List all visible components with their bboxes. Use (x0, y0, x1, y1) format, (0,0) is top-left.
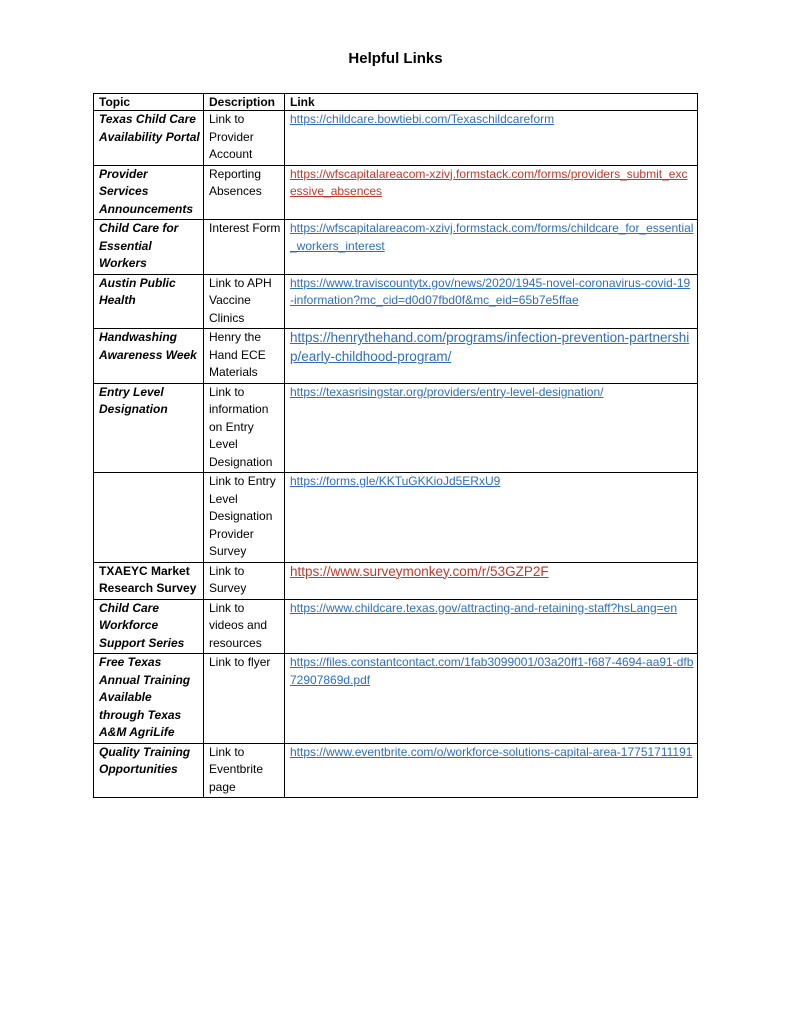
topic-cell: Quality Training Opportunities (94, 743, 204, 798)
link-url[interactable]: https://www.traviscountytx.gov/news/2020/1945-novel-coronavirus-covid-19-information?mc_cid=d0d07fbd0f&mc_eid=65b7e5ffae (290, 275, 691, 307)
table-row (94, 220, 698, 275)
table-row (94, 473, 698, 563)
link-cell (285, 599, 698, 654)
table-row (94, 383, 698, 473)
link-url[interactable]: https://childcare.bowtiebi.com/Texaschildcareform (290, 112, 555, 126)
link-url[interactable]: https://www.eventbrite.com/o/workforce-solutions-capital-area-17751711191 (290, 744, 693, 759)
description-cell: Link to information on Entry Level Designation (204, 383, 285, 473)
link-cell (285, 562, 698, 599)
link-cell (285, 383, 698, 473)
table-row (94, 111, 698, 166)
link-url[interactable]: https://henrythehand.com/programs/infection-prevention-partnership/early-childhood-program/ (290, 330, 690, 364)
header-link: Link (285, 94, 698, 111)
header-topic: Topic (94, 94, 204, 111)
link-cell (285, 743, 698, 798)
link-url[interactable]: https://www.surveymonkey.com/r/53GZP2F (290, 563, 549, 579)
topic-cell: Austin Public Health (94, 274, 204, 329)
link-url[interactable]: https://wfscapitalareacom-xzivj.formstack.com/forms/providers_submit_excessive_absences (290, 166, 688, 198)
table-row (94, 743, 698, 798)
table-header-row (94, 94, 698, 111)
description-cell: Link to Survey (204, 562, 285, 599)
description-cell: Link to Provider Account (204, 111, 285, 166)
header-description: Description (204, 94, 285, 111)
table-row (94, 329, 698, 384)
description-cell: Link to videos and resources (204, 599, 285, 654)
topic-cell: Child Care for Essential Workers (94, 220, 204, 275)
description-cell: Link to Eventbrite page (204, 743, 285, 798)
topic-cell: TXAEYC Market Research Survey (94, 562, 204, 599)
description-cell: Link to Entry Level Designation Provider Survey (204, 473, 285, 563)
topic-cell: Provider Services Announcements (94, 165, 204, 220)
link-cell (285, 473, 698, 563)
links-table (93, 93, 698, 798)
table-row (94, 274, 698, 329)
topic-cell: Handwashing Awareness Week (94, 329, 204, 384)
link-url[interactable]: https://www.childcare.texas.gov/attracting-and-retaining-staff?hsLang=en (290, 600, 677, 615)
description-cell: Link to flyer (204, 654, 285, 744)
description-cell: Link to APH Vaccine Clinics (204, 274, 285, 329)
description-cell: Reporting Absences (204, 165, 285, 220)
link-cell (285, 654, 698, 744)
link-url[interactable]: https://wfscapitalareacom-xzivj.formstack.com/forms/childcare_for_essential_workers_interest (290, 221, 694, 253)
link-url[interactable]: https://forms.gle/KKTuGKKioJd5ERxU9 (290, 474, 501, 488)
table-row (94, 654, 698, 744)
topic-cell: Entry Level Designation (94, 383, 204, 473)
page-title: Helpful Links (348, 50, 443, 67)
table-row (94, 599, 698, 654)
link-cell (285, 111, 698, 166)
link-url[interactable]: https://texasrisingstar.org/providers/entry-level-designation/ (290, 384, 604, 399)
link-url[interactable]: https://files.constantcontact.com/1fab3099001/03a20ff1-f687-4694-aa91-dfb72907869d.pdf (290, 655, 694, 687)
description-cell: Henry the Hand ECE Materials (204, 329, 285, 384)
topic-cell (94, 473, 204, 563)
link-cell (285, 165, 698, 220)
link-cell (285, 220, 698, 275)
link-cell (285, 329, 698, 384)
table-row (94, 562, 698, 599)
topic-cell: Free Texas Annual Training Available through Texas A&M AgriLife (94, 654, 204, 744)
topic-cell: Child Care Workforce Support Series (94, 599, 204, 654)
description-cell: Interest Form (204, 220, 285, 275)
table-row (94, 165, 698, 220)
link-cell (285, 274, 698, 329)
topic-cell: Texas Child Care Availability Portal (94, 111, 204, 166)
